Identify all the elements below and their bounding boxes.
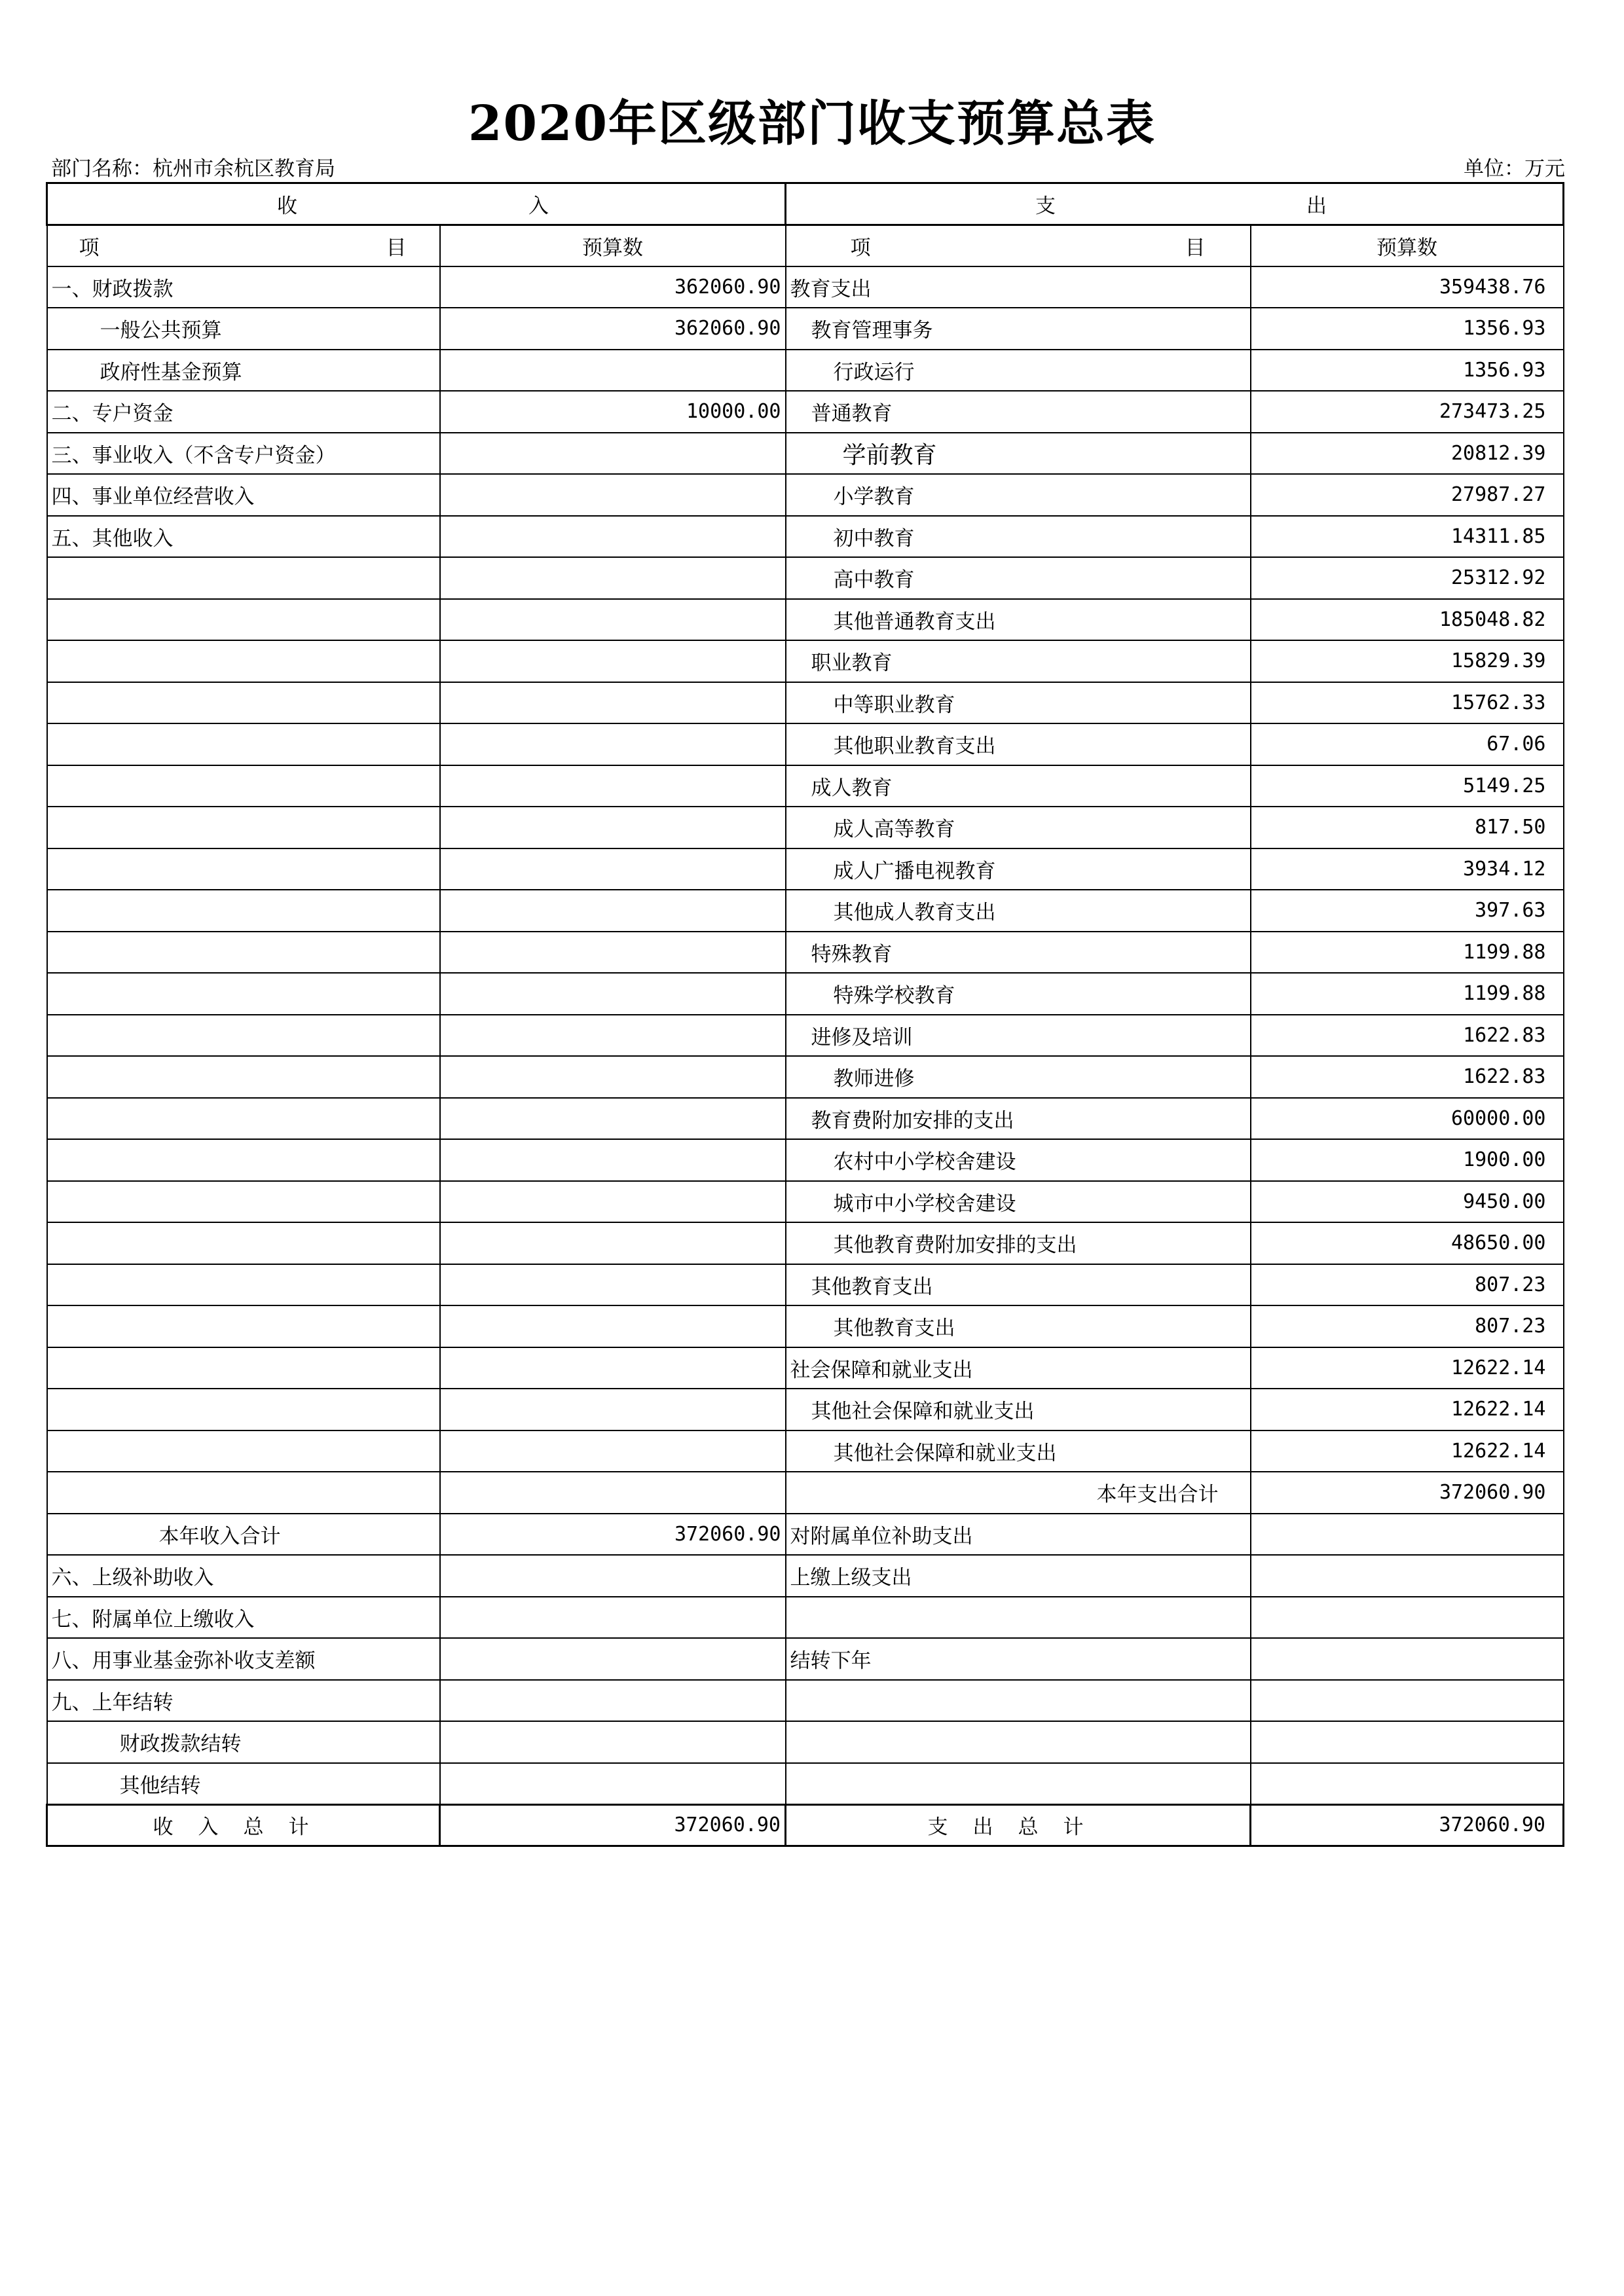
income-item-cell: 七、附属单位上缴收入 xyxy=(47,1597,440,1639)
unit-label: 单位：万元 xyxy=(1464,157,1565,181)
income-value-cell xyxy=(440,848,786,890)
expense-value-cell: 5149.25 xyxy=(1251,765,1564,807)
expense-item-cell: 教育管理事务 xyxy=(786,308,1251,350)
income-value-cell xyxy=(440,1680,786,1722)
expense-value-cell: 14311.85 xyxy=(1251,516,1564,558)
income-item-cell: 四、事业单位经营收入 xyxy=(47,474,440,516)
income-header-char-1: 收 xyxy=(277,194,297,218)
expense-item-cell xyxy=(786,1721,1251,1763)
expense-value-cell: 1622.83 xyxy=(1251,1056,1564,1098)
income-value-cell xyxy=(440,1347,786,1389)
income-value-cell xyxy=(440,1430,786,1472)
income-value-cell xyxy=(440,973,786,1015)
income-value-cell xyxy=(440,1638,786,1680)
table-row xyxy=(47,1264,1564,1306)
expense-item-cell: 其他教育支出 xyxy=(786,1264,1251,1306)
income-value-cell xyxy=(440,1305,786,1347)
expense-item-cell: 特殊学校教育 xyxy=(786,973,1251,1015)
expense-value-cell: 12622.14 xyxy=(1251,1430,1564,1472)
income-item-cell xyxy=(47,1264,440,1306)
table-row xyxy=(47,1139,1564,1181)
income-value-cell xyxy=(440,932,786,974)
expense-value-cell: 1199.88 xyxy=(1251,973,1564,1015)
income-item-cell xyxy=(47,848,440,890)
table-row xyxy=(47,391,1564,433)
table-row xyxy=(47,1721,1564,1763)
income-item-cell xyxy=(47,1098,440,1140)
table-row xyxy=(47,516,1564,558)
income-item-cell: 九、上年结转 xyxy=(47,1680,440,1722)
income-item-cell xyxy=(47,765,440,807)
income-item-cell xyxy=(47,1139,440,1181)
expense-item-cell: 行政运行 xyxy=(786,350,1251,392)
expense-value-cell xyxy=(1251,1597,1564,1639)
expense-value-cell xyxy=(1251,1514,1564,1556)
income-value-cell xyxy=(440,1597,786,1639)
expense-value-cell: 807.23 xyxy=(1251,1264,1564,1306)
income-value-cell xyxy=(440,1721,786,1763)
table-row xyxy=(47,1222,1564,1264)
expense-value-cell: 15762.33 xyxy=(1251,682,1564,724)
expense-item-cell: 其他社会保障和就业支出 xyxy=(786,1389,1251,1430)
column-header-row xyxy=(47,225,1564,266)
expense-value-cell: 3934.12 xyxy=(1251,848,1564,890)
income-value-cell xyxy=(440,765,786,807)
expense-value-cell: 273473.25 xyxy=(1251,391,1564,433)
expense-item-cell: 本年支出合计 xyxy=(786,1472,1251,1514)
expense-value-cell xyxy=(1251,1638,1564,1680)
expense-item-cell: 普通教育 xyxy=(786,391,1251,433)
expense-value-cell: 817.50 xyxy=(1251,807,1564,848)
expense-value-cell: 1356.93 xyxy=(1251,350,1564,392)
income-value-cell xyxy=(440,1389,786,1430)
expense-value-cell: 397.63 xyxy=(1251,890,1564,932)
income-value-cell xyxy=(440,1098,786,1140)
table-row xyxy=(47,1763,1564,1805)
expense-item-cell: 其他成人教育支出 xyxy=(786,890,1251,932)
expense-item-cell: 成人广播电视教育 xyxy=(786,848,1251,890)
expense-value-cell: 25312.92 xyxy=(1251,557,1564,599)
income-total-label: 收入总计 xyxy=(47,1804,440,1846)
expense-budget-header: 预算数 xyxy=(1251,225,1564,266)
expense-item-cell: 教育支出 xyxy=(786,266,1251,308)
income-item-cell: 一般公共预算 xyxy=(47,308,440,350)
expense-item-cell: 其他教育费附加安排的支出 xyxy=(786,1222,1251,1264)
income-value-cell xyxy=(440,890,786,932)
income-item-cell xyxy=(47,1056,440,1098)
expense-value-cell: 1199.88 xyxy=(1251,932,1564,974)
department-name: 部门名称：杭州市余杭区教育局 xyxy=(51,157,335,181)
income-item-cell: 财政拨款结转 xyxy=(47,1721,440,1763)
income-value-cell xyxy=(440,1763,786,1805)
table-row xyxy=(47,1305,1564,1347)
expense-item-cell: 社会保障和就业支出 xyxy=(786,1347,1251,1389)
expense-item-cell: 城市中小学校舍建设 xyxy=(786,1181,1251,1223)
table-row xyxy=(47,640,1564,682)
income-value-cell xyxy=(440,1222,786,1264)
income-item-cell: 政府性基金预算 xyxy=(47,350,440,392)
expense-value-cell: 359438.76 xyxy=(1251,266,1564,308)
expense-item-cell: 其他社会保障和就业支出 xyxy=(786,1430,1251,1472)
income-item-cell xyxy=(47,1389,440,1430)
table-row xyxy=(47,350,1564,392)
expense-item-cell: 其他教育支出 xyxy=(786,1305,1251,1347)
income-value-cell xyxy=(440,557,786,599)
expense-item-cell: 教师进修 xyxy=(786,1056,1251,1098)
table-row xyxy=(47,474,1564,516)
page-title: 2020年区级部门收支预算总表 xyxy=(468,96,1156,152)
income-item-cell xyxy=(47,807,440,848)
table-row xyxy=(47,1098,1564,1140)
income-item-cell: 六、上级补助收入 xyxy=(47,1555,440,1597)
table-row xyxy=(47,1430,1564,1472)
income-item-cell: 一、财政拨款 xyxy=(47,266,440,308)
expense-item-cell xyxy=(786,1680,1251,1722)
item-header-char-2: 目 xyxy=(386,236,407,260)
income-budget-header: 预算数 xyxy=(440,225,786,266)
expense-value-cell: 15829.39 xyxy=(1251,640,1564,682)
income-item-cell xyxy=(47,557,440,599)
income-value-cell xyxy=(440,682,786,724)
income-item-cell xyxy=(47,1015,440,1057)
expense-value-cell: 12622.14 xyxy=(1251,1389,1564,1430)
expense-value-cell: 48650.00 xyxy=(1251,1222,1564,1264)
income-item-cell: 八、用事业基金弥补收支差额 xyxy=(47,1638,440,1680)
income-item-cell xyxy=(47,1347,440,1389)
expense-item-cell: 成人教育 xyxy=(786,765,1251,807)
income-value-cell xyxy=(440,1264,786,1306)
income-item-cell: 五、其他收入 xyxy=(47,516,440,558)
income-value-cell xyxy=(440,474,786,516)
table-row xyxy=(47,266,1564,308)
table-row xyxy=(47,1181,1564,1223)
table-row xyxy=(47,308,1564,350)
expense-value-cell: 185048.82 xyxy=(1251,599,1564,641)
table-row xyxy=(47,1597,1564,1639)
expense-value-cell: 807.23 xyxy=(1251,1305,1564,1347)
expense-item-cell: 小学教育 xyxy=(786,474,1251,516)
item-header-char-2: 目 xyxy=(1185,236,1206,260)
expense-value-cell xyxy=(1251,1680,1564,1722)
expense-value-cell xyxy=(1251,1555,1564,1597)
income-value-cell xyxy=(440,640,786,682)
expense-item-cell: 农村中小学校舍建设 xyxy=(786,1139,1251,1181)
expense-item-cell: 进修及培训 xyxy=(786,1015,1251,1057)
table-row xyxy=(47,807,1564,848)
income-item-cell xyxy=(47,973,440,1015)
income-value-cell xyxy=(440,723,786,765)
expense-item-header xyxy=(786,225,1251,266)
income-value-cell xyxy=(440,1139,786,1181)
income-value-cell xyxy=(440,516,786,558)
income-item-cell: 其他结转 xyxy=(47,1763,440,1805)
expense-item-cell: 其他普通教育支出 xyxy=(786,599,1251,641)
income-value-cell: 10000.00 xyxy=(440,391,786,433)
expense-item-cell: 初中教育 xyxy=(786,516,1251,558)
income-item-cell xyxy=(47,1430,440,1472)
income-total-value: 372060.90 xyxy=(440,1804,786,1846)
expense-value-cell xyxy=(1251,1763,1564,1805)
table-row xyxy=(47,557,1564,599)
expense-item-cell: 其他职业教育支出 xyxy=(786,723,1251,765)
income-item-header xyxy=(47,225,440,266)
expense-item-cell: 上缴上级支出 xyxy=(786,1555,1251,1597)
expense-item-cell: 对附属单位补助支出 xyxy=(786,1514,1251,1556)
income-item-cell xyxy=(47,1222,440,1264)
table-row xyxy=(47,1472,1564,1514)
expense-item-cell xyxy=(786,1597,1251,1639)
table-row xyxy=(47,1680,1564,1722)
income-section-header xyxy=(47,183,786,225)
table-row xyxy=(47,433,1564,475)
expense-value-cell: 12622.14 xyxy=(1251,1347,1564,1389)
income-item-cell xyxy=(47,682,440,724)
expense-section-header xyxy=(786,183,1564,225)
income-value-cell: 362060.90 xyxy=(440,266,786,308)
expense-item-cell: 教育费附加安排的支出 xyxy=(786,1098,1251,1140)
income-value-cell xyxy=(440,1015,786,1057)
expense-item-cell: 中等职业教育 xyxy=(786,682,1251,724)
income-item-cell xyxy=(47,890,440,932)
income-header-char-2: 入 xyxy=(528,194,549,218)
income-item-cell xyxy=(47,932,440,974)
income-item-cell xyxy=(47,723,440,765)
table-row xyxy=(47,1638,1564,1680)
expense-value-cell: 1622.83 xyxy=(1251,1015,1564,1057)
table-row xyxy=(47,1555,1564,1597)
expense-item-cell: 高中教育 xyxy=(786,557,1251,599)
table-row xyxy=(47,1056,1564,1098)
expense-value-cell: 1900.00 xyxy=(1251,1139,1564,1181)
income-value-cell xyxy=(440,1056,786,1098)
income-item-cell xyxy=(47,599,440,641)
expense-item-cell: 职业教育 xyxy=(786,640,1251,682)
income-item-cell xyxy=(47,640,440,682)
expense-total-label: 支出总计 xyxy=(786,1804,1251,1846)
expense-value-cell: 67.06 xyxy=(1251,723,1564,765)
expense-item-cell: 结转下年 xyxy=(786,1638,1251,1680)
income-value-cell xyxy=(440,350,786,392)
income-value-cell xyxy=(440,807,786,848)
table-row xyxy=(47,723,1564,765)
expense-value-cell: 9450.00 xyxy=(1251,1181,1564,1223)
income-item-cell: 二、专户资金 xyxy=(47,391,440,433)
expense-item-cell: 成人高等教育 xyxy=(786,807,1251,848)
budget-table xyxy=(46,182,1564,1847)
table-row xyxy=(47,848,1564,890)
expense-header-char-2: 出 xyxy=(1306,194,1327,218)
income-item-cell: 三、事业收入（不含专户资金） xyxy=(47,433,440,475)
income-value-cell xyxy=(440,1555,786,1597)
table-row xyxy=(47,682,1564,724)
table-row xyxy=(47,890,1564,932)
income-item-cell xyxy=(47,1472,440,1514)
table-row xyxy=(47,765,1564,807)
expense-item-cell: 特殊教育 xyxy=(786,932,1251,974)
grand-total-row xyxy=(47,1804,1564,1846)
expense-value-cell: 372060.90 xyxy=(1251,1472,1564,1514)
table-row xyxy=(47,973,1564,1015)
item-header-char-1: 项 xyxy=(79,236,100,260)
item-header-char-1: 项 xyxy=(850,236,871,260)
table-row xyxy=(47,1015,1564,1057)
expense-value-cell: 20812.39 xyxy=(1251,433,1564,475)
table-row xyxy=(47,932,1564,974)
expense-item-cell xyxy=(786,1763,1251,1805)
income-value-cell: 362060.90 xyxy=(440,308,786,350)
expense-total-value: 372060.90 xyxy=(1251,1804,1564,1846)
expense-value-cell: 60000.00 xyxy=(1251,1098,1564,1140)
income-value-cell: 372060.90 xyxy=(440,1514,786,1556)
expense-value-cell xyxy=(1251,1721,1564,1763)
table-row xyxy=(47,599,1564,641)
income-value-cell xyxy=(440,1472,786,1514)
expense-item-cell: 学前教育 xyxy=(786,433,1251,475)
income-value-cell xyxy=(440,599,786,641)
table-row xyxy=(47,1514,1564,1556)
income-value-cell xyxy=(440,433,786,475)
expense-value-cell: 1356.93 xyxy=(1251,308,1564,350)
section-header-row xyxy=(47,183,1564,225)
income-value-cell xyxy=(440,1181,786,1223)
expense-value-cell: 27987.27 xyxy=(1251,474,1564,516)
income-item-cell xyxy=(47,1181,440,1223)
income-item-cell xyxy=(47,1305,440,1347)
income-item-cell: 本年收入合计 xyxy=(47,1514,440,1556)
expense-header-char-1: 支 xyxy=(1035,194,1056,218)
table-row xyxy=(47,1347,1564,1389)
table-row xyxy=(47,1389,1564,1430)
